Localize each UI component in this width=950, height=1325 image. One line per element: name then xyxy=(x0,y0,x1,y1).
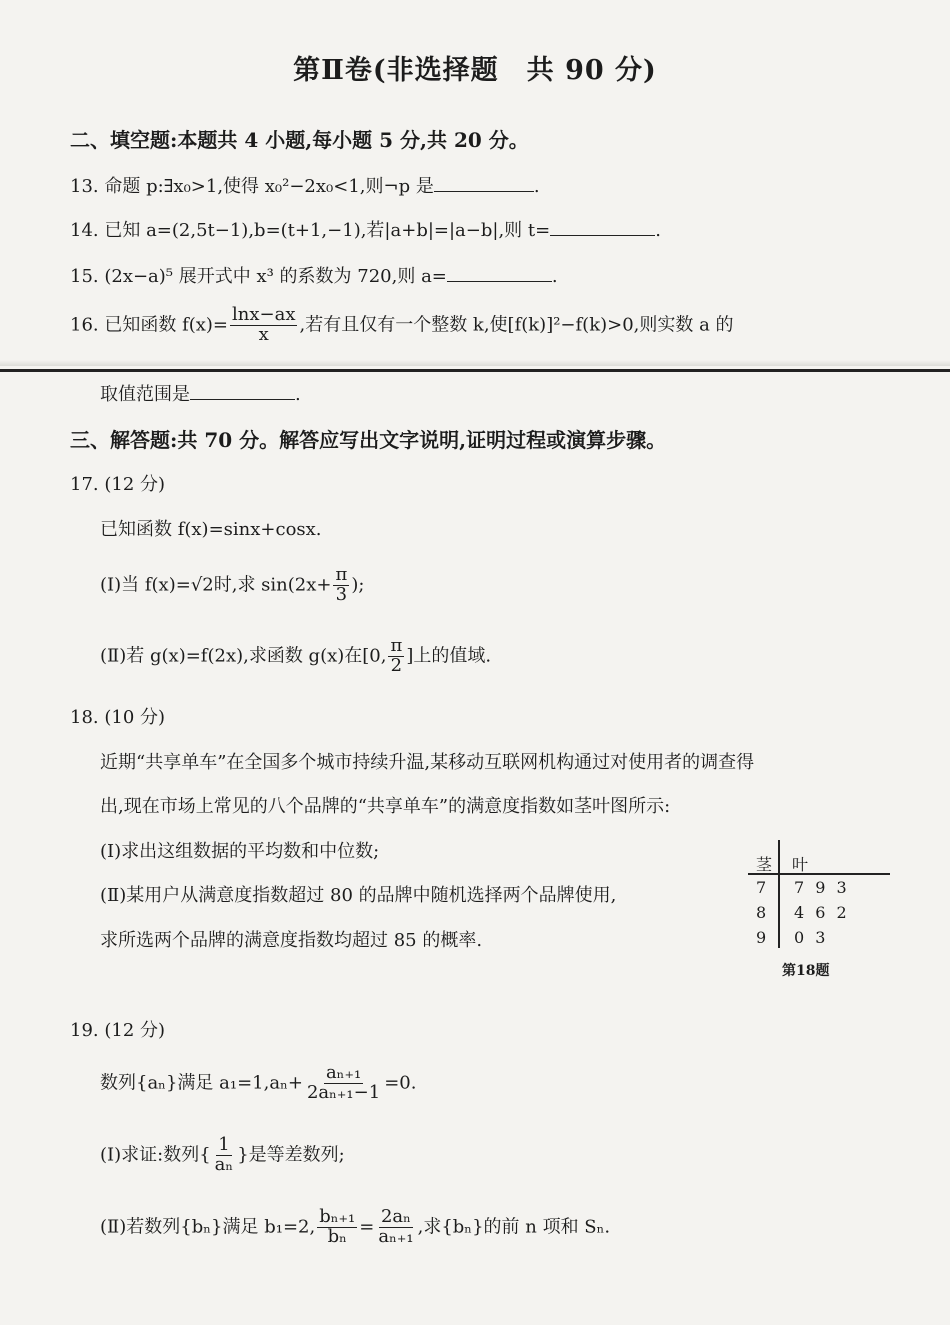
numerator: bₙ₊₁ xyxy=(319,1206,356,1227)
part1-text: (Ⅰ)当 f(x)=√2时,求 sin(2x+ xyxy=(100,574,332,596)
part1-end: }是等差数列; xyxy=(237,1144,345,1166)
question-16-line2 xyxy=(100,380,301,406)
question-13-end: . xyxy=(533,176,540,197)
fraction xyxy=(333,566,349,605)
question-14 xyxy=(70,216,661,242)
figure-caption: 第18题 xyxy=(782,963,830,979)
page-title: 第Ⅱ卷(非选择题 共 90 分) xyxy=(293,55,657,86)
question-15-end: . xyxy=(551,266,558,287)
question-16-end: . xyxy=(295,384,301,405)
question-13 xyxy=(70,172,540,198)
part2-text: (Ⅱ)若 g(x)=f(2x),求函数 g(x)在[0, xyxy=(100,645,387,667)
stem-header: 茎 xyxy=(756,855,773,874)
denominator: 2aₙ₊₁−1 xyxy=(306,1081,381,1103)
page-fold-shadow xyxy=(0,360,950,366)
question-16 xyxy=(70,306,734,345)
answer-blank xyxy=(434,173,534,192)
question-19-head: 19. (12 分) xyxy=(70,1020,166,1041)
numerator: π xyxy=(390,635,403,656)
leaf-values: 0 3 xyxy=(794,928,826,947)
question-16-cont: ,若有且仅有一个整数 k,使[f(k)]²−f(k)>0,则实数 a 的 xyxy=(299,314,734,336)
question-19-part2 xyxy=(100,1208,610,1247)
answer-blank xyxy=(190,381,295,400)
question-17-head: 17. (12 分) xyxy=(70,474,166,495)
denominator: 2 xyxy=(390,654,403,676)
part1-end: ); xyxy=(351,574,365,596)
question-17-part1 xyxy=(100,566,364,605)
answer-blank xyxy=(447,263,552,282)
fraction xyxy=(317,1208,357,1247)
fraction xyxy=(213,1136,236,1175)
question-15 xyxy=(70,262,558,288)
question-19-intro xyxy=(100,1064,416,1103)
fraction xyxy=(388,637,404,676)
question-18-part2b: 求所选两个品牌的满意度指数均超过 85 的概率. xyxy=(100,930,483,951)
leaf-values: 7 9 3 xyxy=(794,878,847,897)
fraction xyxy=(376,1208,415,1247)
question-17-part2 xyxy=(100,637,491,676)
denominator: aₙ₊₁ xyxy=(378,1225,414,1247)
denominator: bₙ xyxy=(327,1225,347,1247)
question-19-part1 xyxy=(100,1136,345,1175)
fraction xyxy=(230,306,297,345)
part2-text: (Ⅱ)若数列{bₙ}满足 b₁=2, xyxy=(100,1216,316,1238)
part2-end: ,求{bₙ}的前 n 项和 Sₙ. xyxy=(417,1216,611,1238)
intro-text: 数列{aₙ}满足 a₁=1,aₙ+ xyxy=(100,1072,303,1094)
numerator: 1 xyxy=(218,1134,230,1155)
intro-end: =0. xyxy=(384,1072,417,1094)
question-16-text: 16. 已知函数 f(x)= xyxy=(70,314,229,336)
numerator: lnx−ax xyxy=(232,304,296,325)
question-18-part1: (Ⅰ)求出这组数据的平均数和中位数; xyxy=(100,841,380,862)
question-16-text2: 取值范围是 xyxy=(100,384,190,405)
part1-text: (Ⅰ)求证:数列{ xyxy=(100,1144,211,1166)
question-15-text: 15. (2x−a)⁵ 展开式中 x³ 的系数为 720,则 a= xyxy=(70,266,447,287)
denominator: x xyxy=(258,323,269,345)
leaf-values: 4 6 2 xyxy=(794,903,847,922)
leaf-header: 叶 xyxy=(792,855,809,874)
numerator: 2aₙ xyxy=(380,1206,411,1227)
stem-value: 7 xyxy=(756,878,767,897)
question-18-part2a: (Ⅱ)某用户从满意度指数超过 80 的品牌中随机选择两个品牌使用, xyxy=(100,885,617,906)
numerator: π xyxy=(335,564,348,585)
question-18-line2: 出,现在市场上常见的八个品牌的“共享单车”的满意度指数如茎叶图所示: xyxy=(100,796,671,817)
question-14-text: 14. 已知 a=(2,5t−1),b=(t+1,−1),若|a+b|=|a−b|,则 t= xyxy=(70,220,551,241)
numerator: aₙ₊₁ xyxy=(325,1062,362,1083)
section-fill-in-heading: 二、填空题:本题共 4 小题,每小题 5 分,共 20 分。 xyxy=(70,128,529,152)
question-18-head: 18. (10 分) xyxy=(70,707,166,728)
page-fold-line xyxy=(0,369,950,372)
question-17-intro: 已知函数 f(x)=sinx+cosx. xyxy=(100,519,322,540)
answer-blank xyxy=(550,217,655,236)
stem-divider xyxy=(778,840,780,948)
equals-sign: = xyxy=(359,1216,375,1238)
question-13-text: 13. 命题 p:∃x₀>1,使得 x₀²−2x₀<1,则¬p 是 xyxy=(70,176,434,197)
stem-value: 8 xyxy=(756,903,767,922)
question-14-end: . xyxy=(655,220,661,241)
section-solve-heading: 三、解答题:共 70 分。解答应写出文字说明,证明过程或演算步骤。 xyxy=(70,428,667,452)
denominator: 3 xyxy=(335,583,348,605)
question-18-line1: 近期“共享单车”在全国多个城市持续升温,某移动互联网机构通过对使用者的调查得 xyxy=(100,752,755,773)
fraction xyxy=(305,1064,382,1103)
stem-value: 9 xyxy=(756,928,767,947)
denominator: aₙ xyxy=(214,1153,234,1175)
part2-end: ]上的值域. xyxy=(406,645,492,667)
